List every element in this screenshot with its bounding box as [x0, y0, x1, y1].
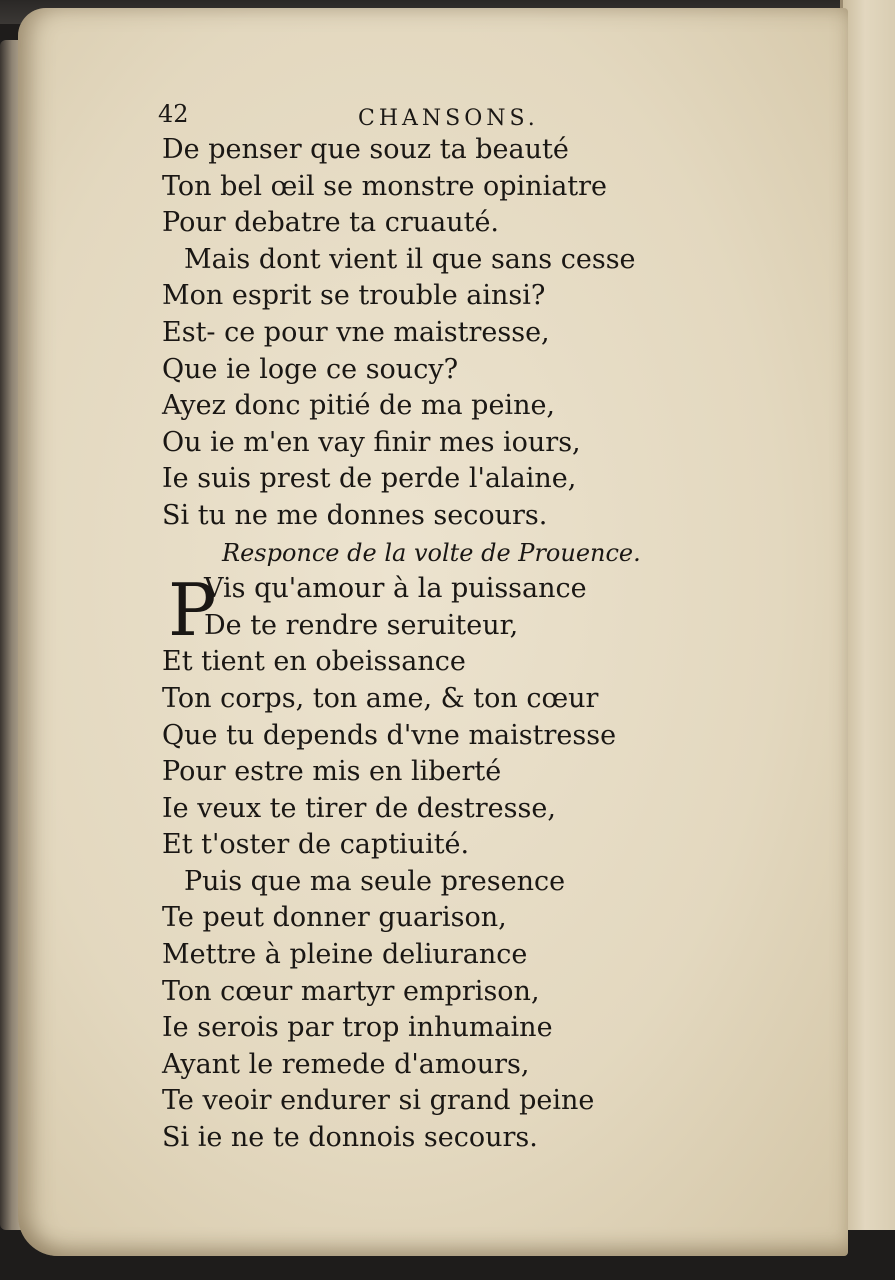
verse-line: Ton corps, ton ame, & ton cœur: [162, 682, 599, 714]
drop-capital: P: [168, 568, 217, 653]
poem-text: [162, 132, 642, 1157]
section-heading: Responce de la volte de Prouence.: [222, 538, 641, 567]
verse-line: Puis que ma seule presence: [184, 865, 566, 897]
verse-line: Ie veux te tirer de destresse,: [162, 792, 556, 824]
verse-line: [162, 608, 642, 645]
verse-line: Mettre à pleine deliurance: [162, 939, 528, 971]
verse-line-text: De te rendre seruiteur,: [204, 609, 519, 641]
verse-line: Ayant le remede d'amours,: [162, 1048, 530, 1080]
verse-line-text: Vis qu'amour à la puissance: [204, 573, 587, 605]
verse-line: Ie suis prest de perde l'alaine,: [162, 463, 577, 495]
verse-line: Si ie ne te donnois secours.: [162, 1122, 538, 1154]
verse-line: Ton cœur martyr emprison,: [162, 975, 540, 1007]
verse-line: Mon esprit se trouble ainsi?: [162, 280, 546, 312]
show-through-text: [655, 120, 815, 1160]
verse-line: De penser que souz ta beauté: [162, 134, 569, 165]
verse-line: Est- ce pour vne maistresse,: [162, 316, 550, 348]
verse-line: Ton bel œil se monstre opiniatre: [162, 170, 608, 202]
verse-line: Que tu depends d'vne maistresse: [162, 719, 617, 751]
page-number: 42: [158, 100, 189, 128]
facing-page-edge: [840, 0, 895, 1230]
verse-line: Ayez donc pitié de ma peine,: [162, 390, 556, 422]
verse-line: Mais dont vient il que sans cesse: [184, 243, 636, 275]
verse-line: Te peut donner guarison,: [162, 902, 507, 934]
verse-line: Pour debatre ta cruauté.: [162, 207, 500, 239]
verse-line: Te veoir endurer si grand peine: [162, 1085, 595, 1117]
verse-line: Si tu ne me donnes secours.: [162, 499, 548, 531]
verse-line: Que ie loge ce soucy?: [162, 353, 459, 385]
verse-line: Et t'oster de captiuité.: [162, 829, 470, 861]
verse-line: Pour estre mis en liberté: [162, 756, 502, 788]
running-title: CHANSONS.: [358, 106, 539, 131]
verse-line: Ou ie m'en vay finir mes iours,: [162, 426, 581, 458]
verse-line: Et tient en obeissance: [162, 646, 466, 678]
verse-line: Ie serois par trop inhumaine: [162, 1012, 553, 1044]
